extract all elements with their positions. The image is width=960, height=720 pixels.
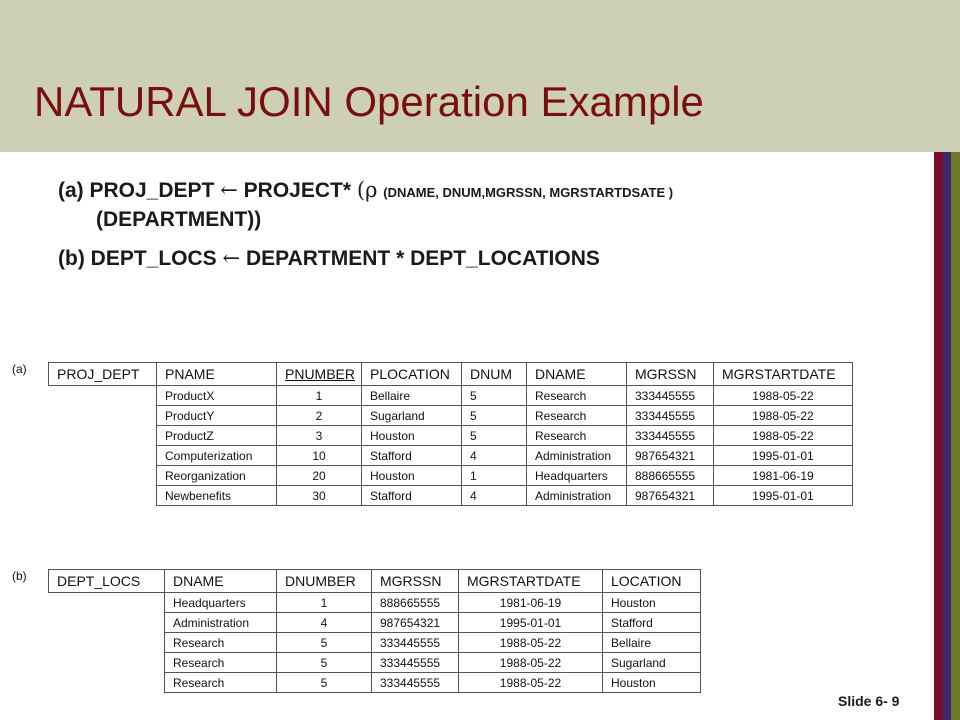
dept-locs-table — [48, 569, 701, 693]
table-row — [49, 406, 853, 426]
table-cell: 888665555 — [627, 466, 714, 486]
header-cell: PNAME — [157, 363, 277, 386]
relation-name-cell: DEPT_LOCS — [49, 570, 165, 593]
formula-a-prefix: (a) PROJ_DEPT — [58, 179, 215, 202]
relation-name-cell: PROJ_DEPT — [49, 363, 157, 386]
table-cell: 1988-05-22 — [714, 406, 853, 426]
table-cell: Research — [527, 426, 627, 446]
row-spacer — [49, 593, 165, 613]
table-cell: 1981-06-19 — [714, 466, 853, 486]
header-cell: MGRSSN — [372, 570, 459, 593]
table-row — [49, 613, 701, 633]
slide-number: Slide 6- 9 — [838, 693, 900, 709]
row-spacer — [49, 426, 157, 446]
row-spacer — [49, 653, 165, 673]
table-cell: 5 — [277, 633, 372, 653]
table-cell: 333445555 — [627, 406, 714, 426]
formula-b-rest: DEPARTMENT * DEPT_LOCATIONS — [245, 247, 600, 270]
table-cell: Administration — [165, 613, 277, 633]
table-cell: Houston — [362, 426, 462, 446]
header-cell: DNUMBER — [277, 570, 372, 593]
table-cell: Reorganization — [157, 466, 277, 486]
table-cell: Research — [165, 653, 277, 673]
row-spacer — [49, 406, 157, 426]
table-cell: 333445555 — [372, 633, 459, 653]
table-cell: ProductY — [157, 406, 277, 426]
table-cell: 10 — [277, 446, 362, 466]
header-cell: DNAME — [165, 570, 277, 593]
table-cell: 987654321 — [627, 486, 714, 506]
formula-a-line1 — [58, 178, 673, 203]
table-a-label: (a) — [12, 362, 27, 376]
row-spacer — [49, 613, 165, 633]
table-cell: 1988-05-22 — [714, 426, 853, 446]
formula-b — [58, 246, 600, 271]
table-cell: Stafford — [603, 613, 701, 633]
header-cell: DNAME — [527, 363, 627, 386]
rho-symbol: (ρ — [356, 178, 378, 202]
table-cell: 5 — [277, 673, 372, 693]
table-cell: Houston — [603, 673, 701, 693]
table-cell: 1988-05-22 — [459, 653, 603, 673]
table-row — [49, 593, 701, 613]
table-cell: Stafford — [362, 446, 462, 466]
table-cell: Computerization — [157, 446, 277, 466]
table-cell: 1995-01-01 — [714, 446, 853, 466]
row-spacer — [49, 446, 157, 466]
table-cell: ProductX — [157, 386, 277, 406]
table-row — [49, 446, 853, 466]
table-cell: 4 — [277, 613, 372, 633]
stripe-2 — [943, 152, 951, 720]
table-cell: ProductZ — [157, 426, 277, 446]
table-cell: 987654321 — [372, 613, 459, 633]
header-cell: LOCATION — [603, 570, 701, 593]
formula-a-mid: PROJECT* — [243, 179, 352, 202]
row-spacer — [49, 466, 157, 486]
table-cell: 333445555 — [372, 673, 459, 693]
row-spacer — [49, 633, 165, 653]
table-cell: 30 — [277, 486, 362, 506]
table-cell: Headquarters — [527, 466, 627, 486]
table-cell: Bellaire — [603, 633, 701, 653]
table-header-row — [49, 570, 701, 593]
left-arrow-icon: ← — [220, 178, 238, 202]
table-cell: 5 — [277, 653, 372, 673]
table-cell: Houston — [603, 593, 701, 613]
header-band — [0, 0, 960, 152]
row-spacer — [49, 673, 165, 693]
table-cell: Administration — [527, 486, 627, 506]
header-cell: PNUMBER — [277, 363, 362, 386]
table-cell: Stafford — [362, 486, 462, 506]
table-cell: 1 — [277, 386, 362, 406]
header-cell: MGRSTARTDATE — [714, 363, 853, 386]
table-cell: Research — [165, 673, 277, 693]
proj-dept-table — [48, 362, 853, 506]
table-cell: 1981-06-19 — [459, 593, 603, 613]
table-cell: 1988-05-22 — [459, 673, 603, 693]
table-cell: 5 — [462, 406, 527, 426]
table-b-label: (b) — [12, 569, 27, 583]
table-cell: Research — [527, 386, 627, 406]
table-row — [49, 386, 853, 406]
table-cell: 4 — [462, 446, 527, 466]
table-row — [49, 466, 853, 486]
header-cell: DNUM — [462, 363, 527, 386]
table-cell: 333445555 — [627, 386, 714, 406]
header-cell: MGRSTARTDATE — [459, 570, 603, 593]
table-cell: 333445555 — [372, 653, 459, 673]
table-cell: 20 — [277, 466, 362, 486]
row-spacer — [49, 386, 157, 406]
table-cell: Research — [165, 633, 277, 653]
table-cell: 1995-01-01 — [459, 613, 603, 633]
formula-b-prefix: (b) DEPT_LOCS — [58, 247, 217, 270]
side-stripes — [934, 152, 960, 720]
table-cell: Research — [527, 406, 627, 426]
stripe-3 — [951, 152, 960, 720]
formula-a-line2: (DEPARTMENT)) — [96, 208, 262, 231]
table-row — [49, 426, 853, 446]
table-cell: Newbenefits — [157, 486, 277, 506]
table-cell: 987654321 — [627, 446, 714, 466]
table-cell: 1988-05-22 — [459, 633, 603, 653]
header-cell: PLOCATION — [362, 363, 462, 386]
table-cell: Headquarters — [165, 593, 277, 613]
left-arrow-icon: ← — [222, 246, 241, 270]
slide-title: NATURAL JOIN Operation Example — [34, 78, 704, 125]
table-header-row — [49, 363, 853, 386]
header-cell: MGRSSN — [627, 363, 714, 386]
table-cell: 333445555 — [627, 426, 714, 446]
table-cell: Administration — [527, 446, 627, 466]
table-row — [49, 653, 701, 673]
table-cell: 1 — [277, 593, 372, 613]
table-cell: Bellaire — [362, 386, 462, 406]
table-cell: 888665555 — [372, 593, 459, 613]
table-cell: 2 — [277, 406, 362, 426]
table-cell: 5 — [462, 426, 527, 446]
table-row — [49, 673, 701, 693]
table-cell: 1995-01-01 — [714, 486, 853, 506]
table-cell: 3 — [277, 426, 362, 446]
row-spacer — [49, 486, 157, 506]
table-cell: 4 — [462, 486, 527, 506]
table-cell: Houston — [362, 466, 462, 486]
table-cell: Sugarland — [603, 653, 701, 673]
stripe-1 — [934, 152, 943, 720]
table-cell: 5 — [462, 386, 527, 406]
table-row — [49, 633, 701, 653]
formula-a-attributes: (DNAME, DNUM,MGRSSN, MGRSTARTDSATE ) — [383, 185, 674, 200]
table-cell: Sugarland — [362, 406, 462, 426]
table-cell: 1988-05-22 — [714, 386, 853, 406]
table-cell: 1 — [462, 466, 527, 486]
table-row — [49, 486, 853, 506]
